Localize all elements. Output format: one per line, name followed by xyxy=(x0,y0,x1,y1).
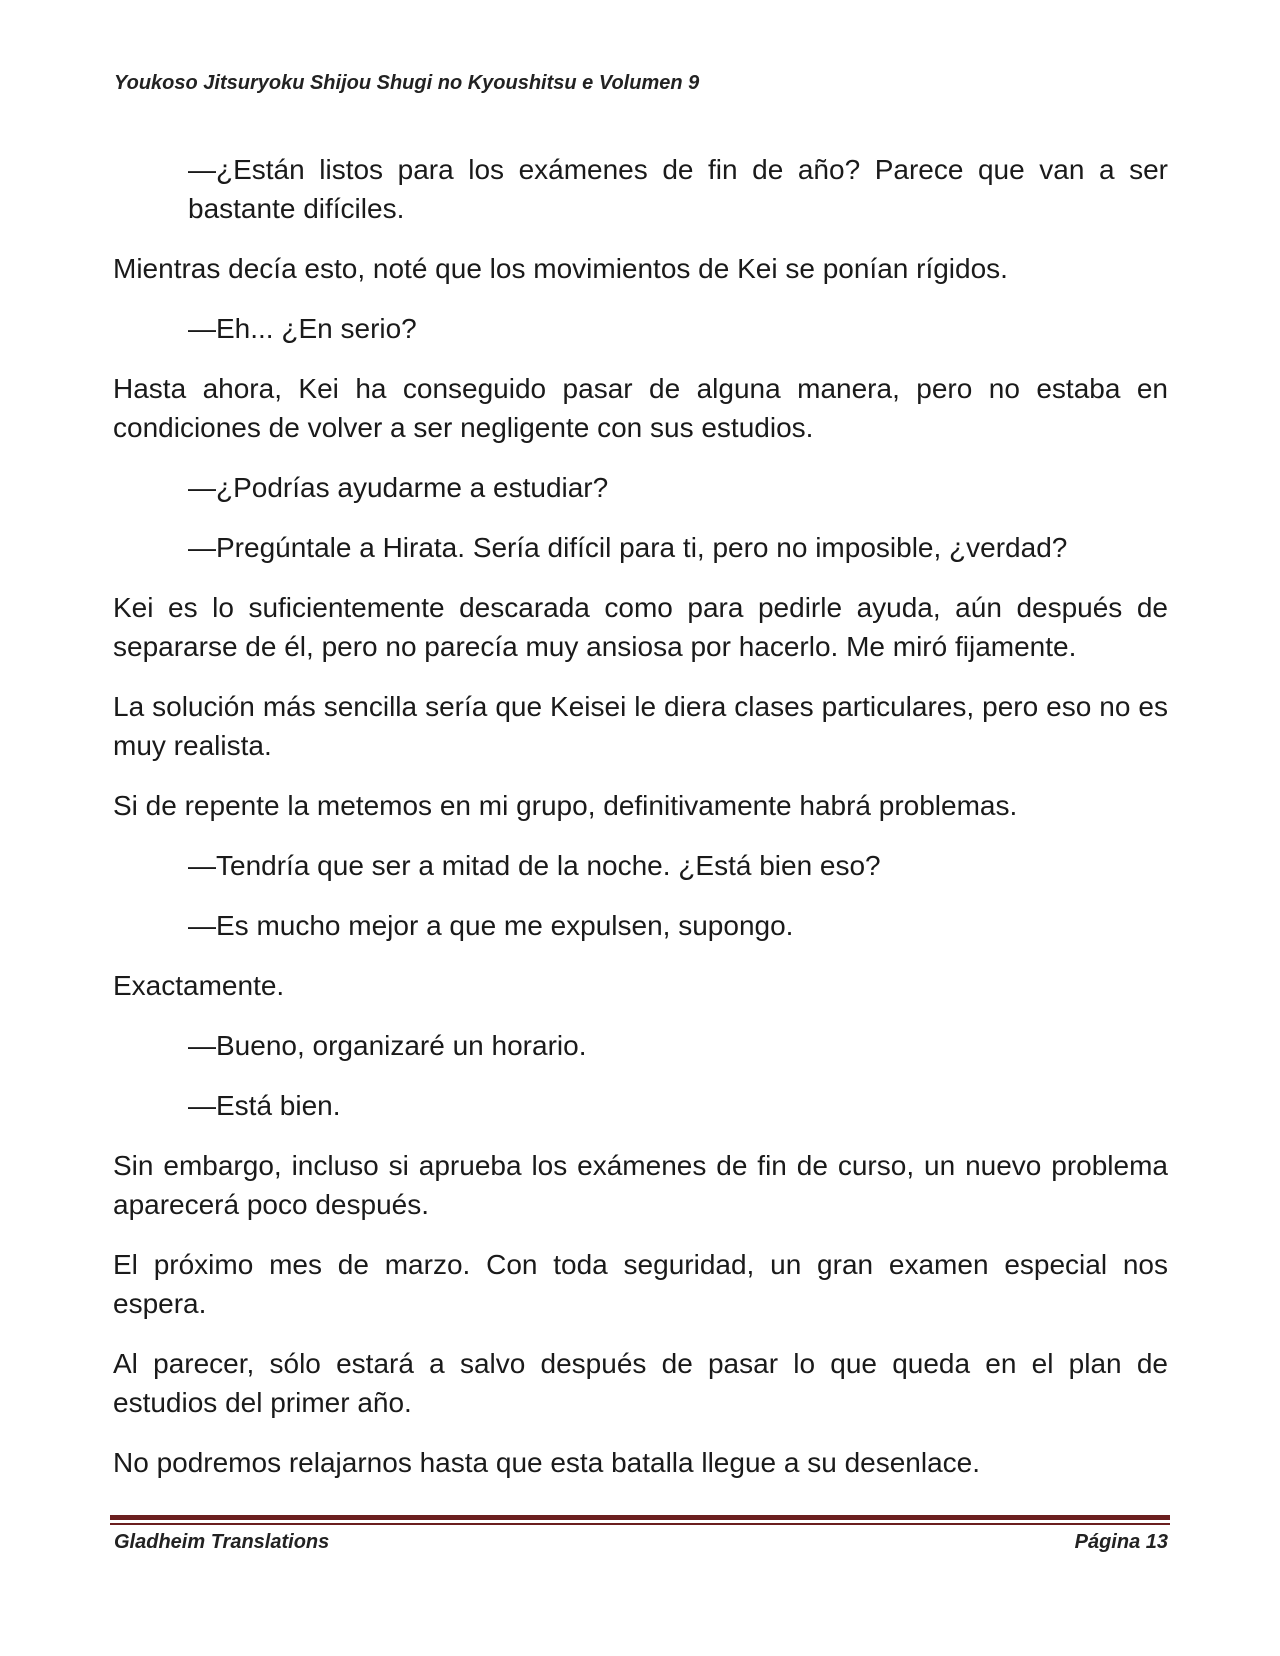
paragraph-narration: Si de repente la metemos en mi grupo, definitivamente habrá problemas. xyxy=(113,790,1018,821)
paragraph-narration: Mientras decía esto, noté que los movimientos de Kei se ponían rígidos. xyxy=(113,253,1008,284)
paragraph-narration: Exactamente. xyxy=(113,970,285,1001)
paragraph-narration: Sin embargo, incluso si aprueba los exámenes de fin de curso, un nuevo problema aparecerá poco después. xyxy=(113,1150,1168,1220)
paragraph-narration: Hasta ahora, Kei ha conseguido pasar de alguna manera, pero no estaba en condiciones de volver a ser negligente con sus estudios. xyxy=(113,373,1168,443)
footer-page-number: Página 13 xyxy=(1074,1531,1168,1553)
paragraph-dialog: —¿Están listos para los exámenes de fin de año? Parece que van a ser bastante difíciles. xyxy=(188,154,1168,224)
footer-translator-credit: Gladheim Translations xyxy=(114,1531,330,1553)
paragraph-dialog: —Tendría que ser a mitad de la noche. ¿Está bien eso? xyxy=(188,850,881,881)
paragraph-dialog: —¿Podrías ayudarme a estudiar? xyxy=(188,472,609,503)
paragraph-narration: Kei es lo suficientemente descarada como para pedirle ayuda, aún después de separarse de él, pero no parecía muy ansiosa por hacerlo. Me miró fijamente. xyxy=(113,592,1168,662)
paragraph-dialog: —Pregúntale a Hirata. Sería difícil para ti, pero no imposible, ¿verdad? xyxy=(188,532,1068,563)
footer-rule-thin xyxy=(110,1523,1170,1525)
paragraph-dialog: —Eh... ¿En serio? xyxy=(188,313,417,344)
paragraph-narration: No podremos relajarnos hasta que esta batalla llegue a su desenlace. xyxy=(113,1447,981,1478)
page-header-title: Youkoso Jitsuryoku Shijou Shugi no Kyoushitsu e Volumen 9 xyxy=(114,72,700,94)
paragraph-narration: El próximo mes de marzo. Con toda seguridad, un gran examen especial nos espera. xyxy=(113,1249,1168,1319)
paragraph-narration: Al parecer, sólo estará a salvo después de pasar lo que queda en el plan de estudios del primer año. xyxy=(113,1348,1168,1418)
paragraph-dialog: —Está bien. xyxy=(188,1090,341,1121)
footer-rule-thick xyxy=(110,1515,1170,1520)
page-body xyxy=(113,150,1168,1503)
paragraph-dialog: —Bueno, organizaré un horario. xyxy=(188,1030,587,1061)
paragraph-dialog: —Es mucho mejor a que me expulsen, supongo. xyxy=(188,910,794,941)
paragraph-narration: La solución más sencilla sería que Keisei le diera clases particulares, pero eso no es muy realista. xyxy=(113,691,1168,761)
